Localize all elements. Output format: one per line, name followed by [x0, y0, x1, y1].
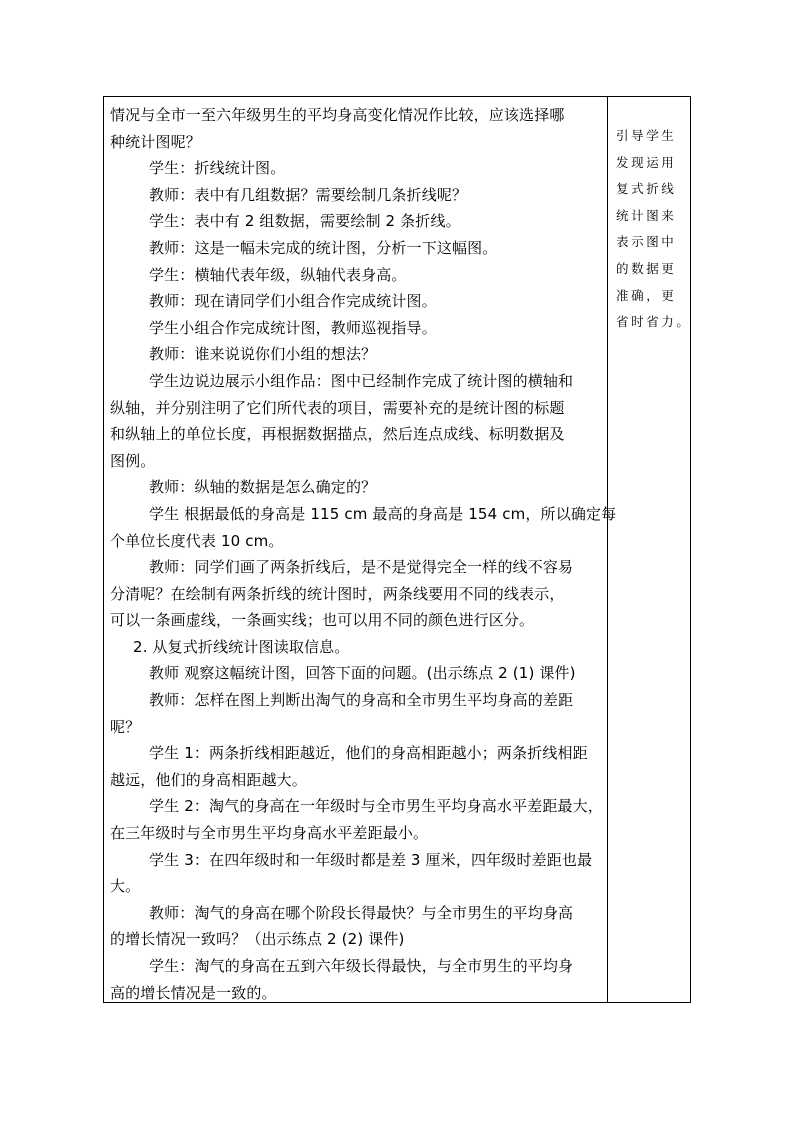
content-line: 个单位长度代表 10 cm。	[110, 531, 284, 550]
content-line: 和纵轴上的单位长度，再根据数据描点，然后连点成线、标明数据及	[110, 425, 565, 444]
content-line: 教师：表中有几组数据？需要绘制几条折线呢？	[149, 185, 468, 204]
column-divider	[607, 97, 608, 1002]
lesson-plan-table	[103, 96, 691, 1003]
content-line: 学生边说边展示小组作品：图中已经制作完成了统计图的横轴和	[149, 371, 574, 390]
content-line: 教师：怎样在图上判断出淘气的身高和全市男生平均身高的差距	[149, 691, 574, 710]
content-line: 2. 从复式折线统计图读取信息。	[133, 637, 350, 656]
content-line: 分清呢？在绘制有两条折线的统计图时，两条线要用不同的线表示，	[110, 584, 565, 603]
content-line: 的增长情况一致吗？（出示练点 2 (2) 课件)	[110, 930, 405, 949]
content-line: 教师：纵轴的数据是怎么确定的？	[149, 478, 377, 497]
content-line: 在三年级时与全市男生平均身高水平差距最小。	[110, 824, 429, 843]
content-line: 学生 3：在四年级时和一年级时都是差 3 厘米，四年级时差距也最	[149, 850, 593, 869]
content-line: 教师：淘气的身高在哪个阶段长得最快？与全市男生的平均身高	[149, 903, 574, 922]
content-line: 学生 1：两条折线相距越近，他们的身高相距越小；两条折线相距	[149, 744, 588, 763]
content-line: 学生 2：淘气的身高在一年级时与全市男生平均身高水平差距最大，	[149, 797, 603, 816]
content-line: 呢？	[110, 717, 141, 736]
note-line: 引导学生	[616, 128, 677, 143]
note-line: 复式折线	[616, 181, 677, 197]
content-line: 学生：折线统计图。	[149, 159, 286, 178]
content-line: 情况与全市一至六年级男生的平均身高变化情况作比较，应该选择哪	[110, 106, 565, 124]
teaching-notes-column	[610, 123, 692, 336]
content-line: 学生 根据最低的身高是 115 cm 最高的身高是 154 cm，所以确定每	[149, 504, 617, 523]
content-line: 教师：这是一幅未完成的统计图，分析一下这幅图。	[149, 238, 498, 257]
content-line: 学生：淘气的身高在五到六年级长得最快，与全市男生的平均身	[149, 957, 574, 975]
content-line: 高的增长情况是一致的。	[110, 983, 277, 1002]
content-line: 教师：谁来说说你们小组的想法？	[149, 345, 377, 364]
content-line: 学生小组合作完成统计图，教师巡视指导。	[149, 318, 437, 337]
content-line: 纵轴，并分别注明了它们所代表的项目，需要补充的是统计图的标题	[110, 398, 565, 417]
content-line: 大。	[110, 877, 141, 896]
content-line: 教师：现在请同学们小组合作完成统计图。	[149, 292, 437, 311]
content-line: 可以一条画虚线，一条画实线；也可以用不同的颜色进行区分。	[110, 611, 535, 630]
content-line: 教师 观察这幅统计图，回答下面的问题。(出示练点 2 (1) 课件)	[149, 664, 576, 683]
content-line: 图例。	[110, 451, 156, 470]
content-line: 教师：同学们画了两条折线后，是不是觉得完全一样的线不容易	[149, 558, 574, 577]
content-line: 越远，他们的身高相距越大。	[110, 770, 307, 789]
note-line: 的数据更	[616, 260, 677, 276]
note-line: 表示图中	[616, 234, 677, 250]
content-line: 种统计图呢？	[110, 132, 201, 151]
note-line: 统计图来	[616, 207, 677, 223]
content-line: 学生：横轴代表年级，纵轴代表身高。	[149, 265, 407, 284]
content-line: 学生：表中有 2 组数据，需要绘制 2 条折线。	[149, 212, 461, 231]
note-line: 准确，更	[616, 287, 677, 303]
note-line: 省时省力。	[616, 314, 692, 330]
lesson-content-column	[110, 102, 617, 1006]
note-line: 发现运用	[616, 154, 677, 170]
